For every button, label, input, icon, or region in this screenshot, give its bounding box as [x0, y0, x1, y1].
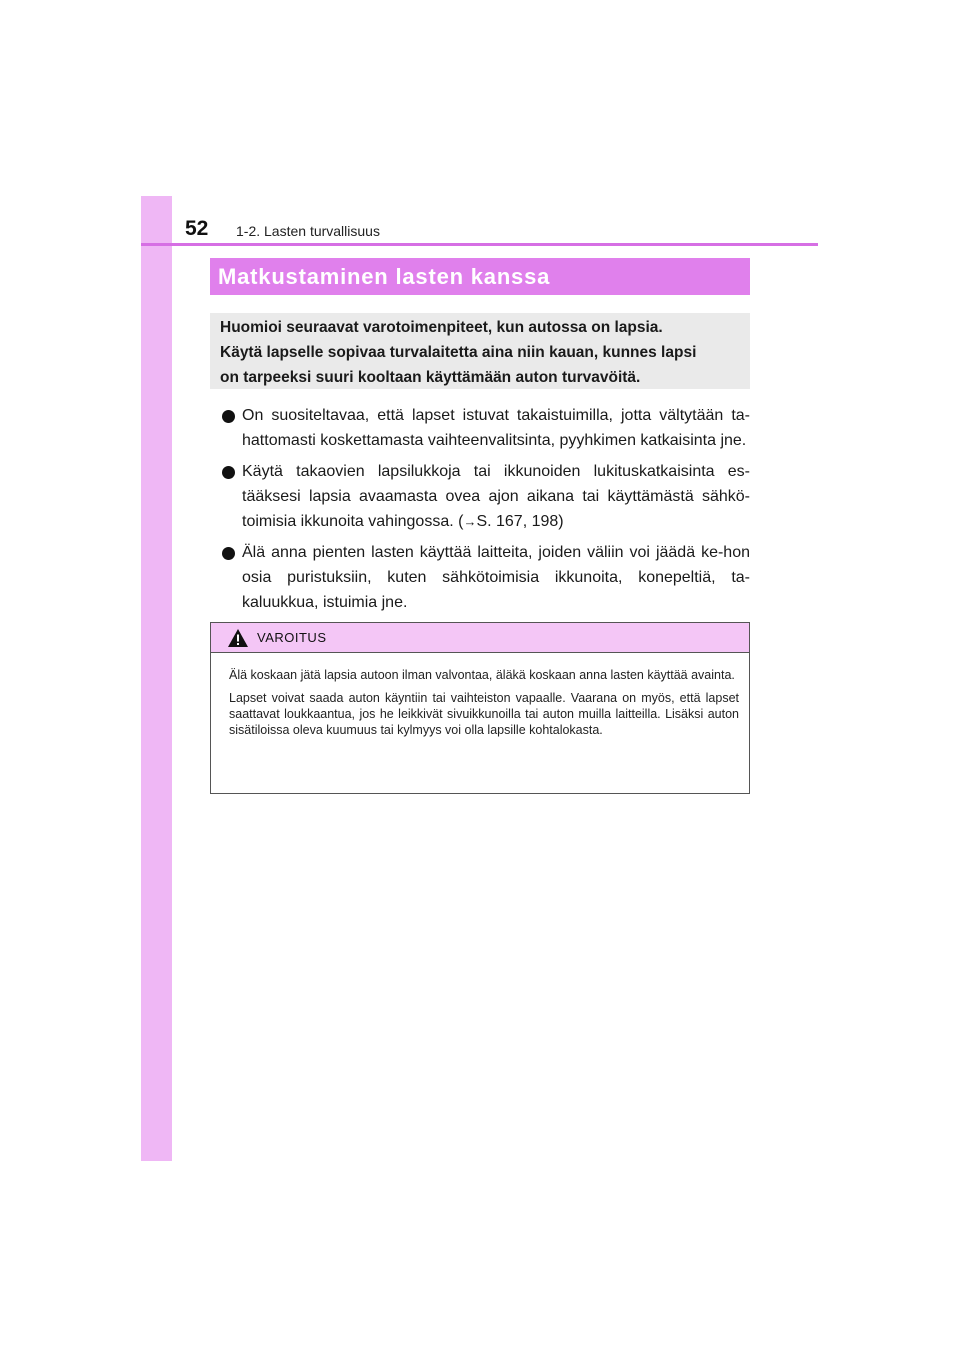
- warning-body: [211, 653, 749, 738]
- bullet-text: Älä anna pienten lasten käyttää laitteita, joiden väliin voi jäädä ke-hon osia puristuksiin, kuten sähkötoimisia ikkunoita, konepeltiä, ta-kaluukkua, istuimia jne.: [242, 544, 750, 611]
- section-title: Matkustaminen lasten kanssa: [218, 263, 551, 289]
- bullet-icon: [222, 410, 235, 423]
- warning-triangle-icon: [227, 628, 249, 648]
- running-head: 1-2. Lasten turvallisuus: [236, 223, 380, 239]
- intro-line: on tarpeeksi suuri kooltaan käyttämään auton turvavöitä.: [220, 369, 641, 386]
- warning-header: [211, 623, 749, 653]
- warning-label: VAROITUS: [257, 630, 327, 645]
- bullet-text: On suositeltavaa, että lapset istuvat takaistuimilla, jotta vältytään ta-hattomasti koskettamasta vaihteenvalitsinta, pyyhkimen katkaisinta jne.: [242, 407, 750, 449]
- section-title-bar: [210, 258, 750, 295]
- intro-line: Huomioi seuraavat varotoimenpiteet, kun autossa on lapsia.: [220, 319, 663, 336]
- warning-paragraph: Lapset voivat saada auton käyntiin tai vaihteiston vapaalle. Vaarana on myös, että lapset saattavat loukkaantua, jos he leikkivät sivuikkunoilla tai auton muilla laitteilla. Lisäksi auton sisätiloissa oleva kuumuus tai kylmyys voi olla lapsille kohtalokasta.: [229, 691, 739, 737]
- bullet-item: [210, 459, 750, 534]
- bullet-icon: [222, 466, 235, 479]
- page-reference-link[interactable]: S. 167, 198): [476, 513, 564, 530]
- arrow-icon: →: [463, 514, 477, 529]
- bullet-text: Käytä takaovien lapsilukkoja tai ikkunoiden lukituskatkaisinta es-tääksesi lapsia avaamasta ovea ajon aikana tai käyttämästä sähkö-toimisia ikkunoita vahingossa. (: [242, 463, 750, 530]
- warning-box: [210, 622, 750, 794]
- bullet-item: [210, 540, 750, 615]
- page-number: 52: [185, 217, 209, 240]
- chapter-side-tab: [141, 196, 172, 1161]
- intro-box: [210, 313, 750, 389]
- bullet-icon: [222, 547, 235, 560]
- bullet-item: [210, 403, 750, 453]
- bullet-list: [210, 403, 750, 621]
- header-divider: [141, 243, 818, 246]
- intro-line: Käytä lapselle sopivaa turvalaitetta aina niin kauan, kunnes lapsi: [220, 344, 697, 361]
- warning-paragraph: Älä koskaan jätä lapsia autoon ilman valvontaa, äläkä koskaan anna lasten käyttää avainta.: [229, 668, 735, 682]
